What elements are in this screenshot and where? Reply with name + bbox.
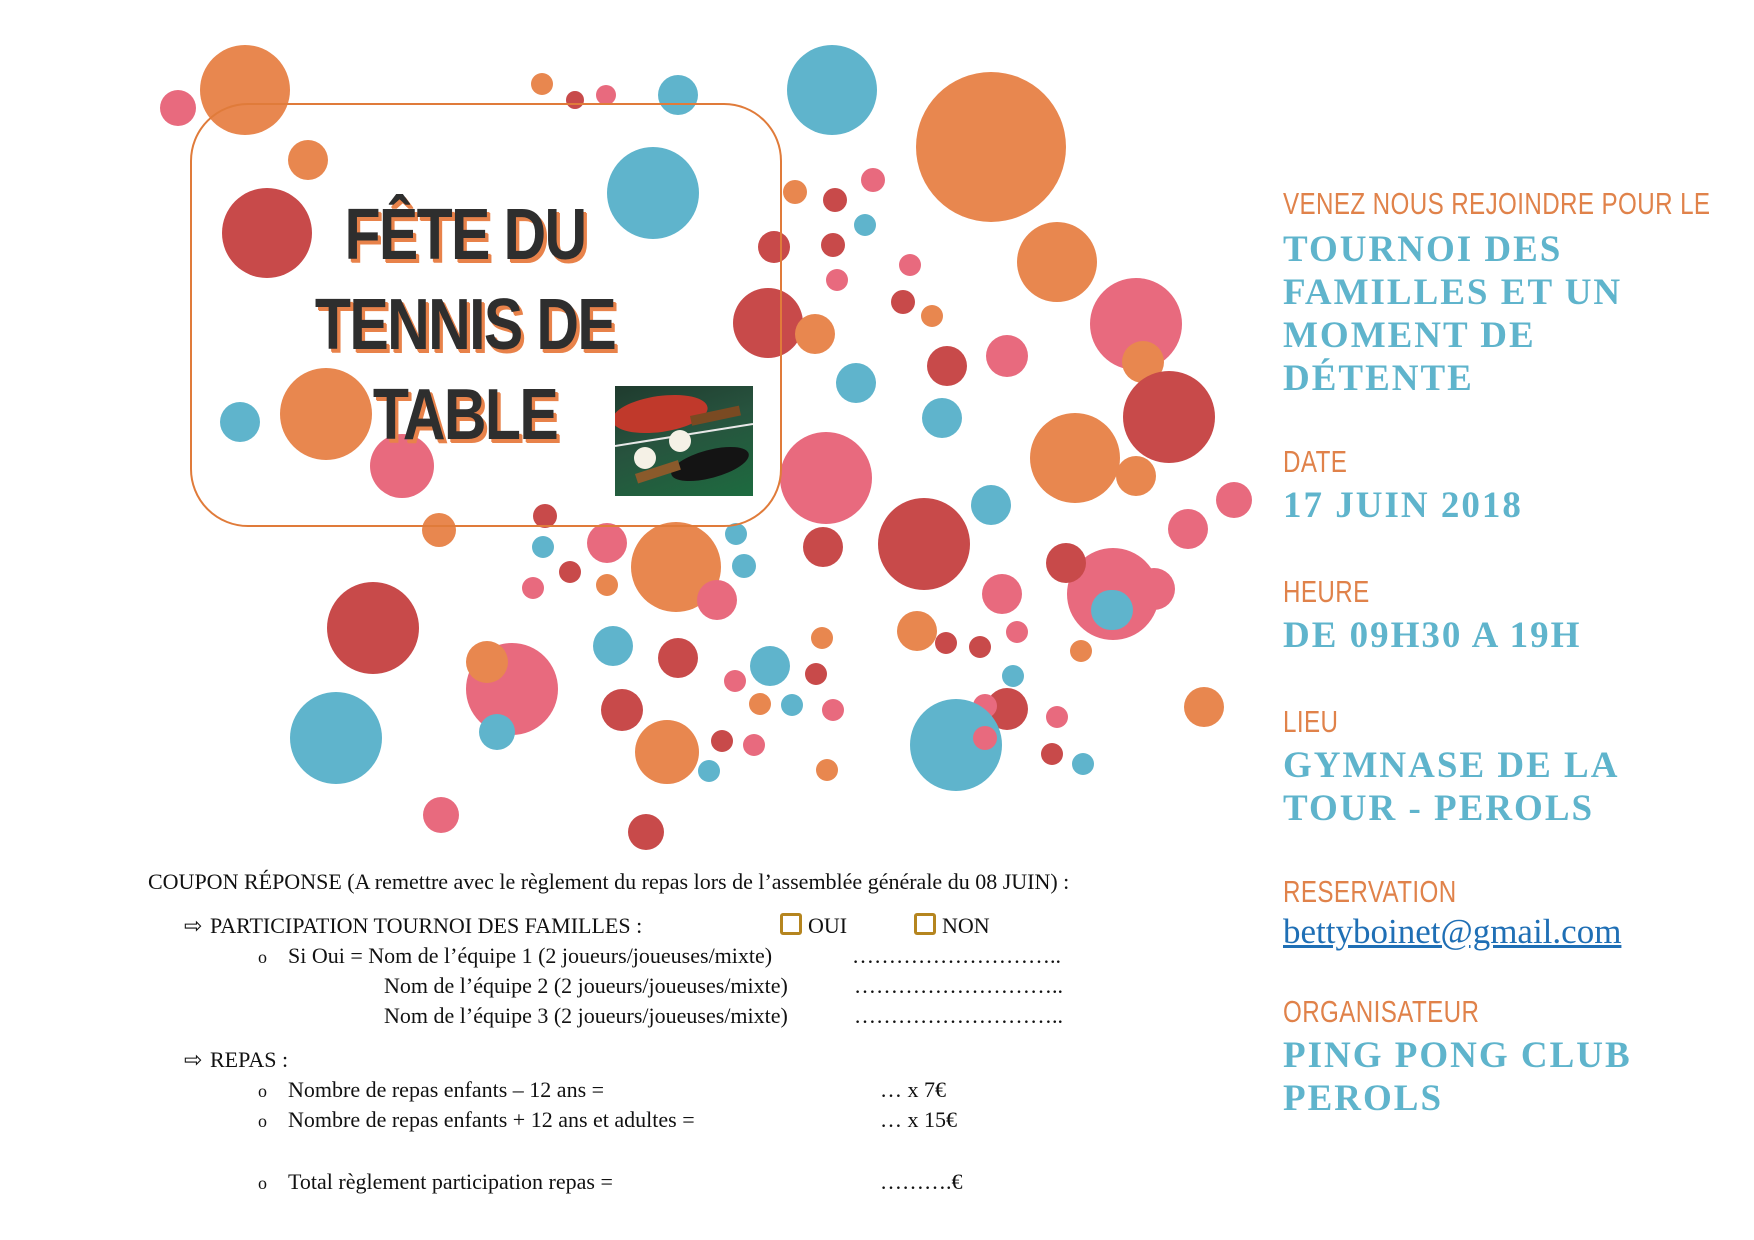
decorative-dot [290, 692, 382, 784]
reservation-label: RESERVATION [1283, 874, 1457, 909]
decorative-dot [1002, 665, 1024, 687]
decorative-dot [822, 699, 844, 721]
coupon-heading: COUPON RÉPONSE (A remettre avec le règlement du repas lors de l’assemblée générale du 08 JUIN) : [148, 869, 1070, 894]
decorative-dot [780, 432, 872, 524]
decorative-dot [1133, 568, 1175, 610]
decorative-dot [821, 233, 845, 257]
decorative-dot [1168, 509, 1208, 549]
team-2-blank[interactable]: ……………………….. [854, 973, 1063, 998]
decorative-dot [916, 72, 1066, 222]
team-2-label: Nom de l’équipe 2 (2 joueurs/joueuses/mixte) [384, 973, 788, 998]
decorative-dot [479, 714, 515, 750]
event-info [1283, 186, 1723, 1120]
decorative-dot [982, 574, 1022, 614]
team-1-label: Si Oui = Nom de l’équipe 1 (2 joueurs/joueuses/mixte) [288, 943, 773, 968]
decorative-dot [836, 363, 876, 403]
meal-adult-row [258, 1104, 695, 1137]
decorative-dot [816, 759, 838, 781]
place-line: GYMNASE DE LA [1283, 745, 1620, 786]
decorative-dot [593, 626, 633, 666]
decorative-dot [921, 305, 943, 327]
decorative-dot [969, 636, 991, 658]
decorative-dot [596, 574, 618, 596]
decorative-dot [596, 85, 616, 105]
organizer-line: PING PONG CLUB [1283, 1035, 1632, 1076]
decorative-dot [927, 346, 967, 386]
decorative-dot [1184, 687, 1224, 727]
total-label: Total règlement participation repas = [288, 1169, 613, 1194]
title-line-1: FÊTE DU [344, 195, 586, 275]
participation-label: PARTICIPATION TOURNOI DES FAMILLES : [210, 913, 643, 938]
table-tennis-photo-icon [615, 386, 753, 496]
date-label: DATE [1283, 444, 1348, 479]
meal-child-label: Nombre de repas enfants – 12 ans = [288, 1077, 605, 1102]
bullet-icon: o [258, 947, 267, 967]
time-value: DE 09H30 A 19H [1283, 615, 1582, 656]
reservation-email-link[interactable]: bettyboinet@gmail.com [1283, 912, 1622, 951]
meals-row [184, 1044, 288, 1076]
decorative-dot [327, 582, 419, 674]
checkbox-no[interactable] [914, 913, 936, 935]
decorative-dot [1072, 753, 1094, 775]
decorative-dot [1123, 371, 1215, 463]
decorative-dot [697, 580, 737, 620]
team-1-blank[interactable]: ……………………….. [852, 943, 1061, 968]
arrow-right-icon: ⇨ [184, 1047, 203, 1072]
decorative-dot [1046, 543, 1086, 583]
title-line-2: TENNIS DE TABLE [314, 285, 616, 455]
decorative-dot [522, 577, 544, 599]
bullet-icon: o [258, 1173, 267, 1193]
bullet-icon: o [258, 1081, 267, 1101]
team-1-row [258, 940, 772, 973]
option-no[interactable] [914, 910, 990, 942]
event-line: TOURNOI DES [1283, 229, 1563, 270]
decorative-dot [531, 73, 553, 95]
decorative-dot [1046, 706, 1068, 728]
meals-label: REPAS : [210, 1047, 289, 1072]
decorative-dot [899, 254, 921, 276]
decorative-dot [897, 611, 937, 651]
decorative-dot [781, 694, 803, 716]
decorative-dot [783, 180, 807, 204]
decorative-dot [787, 45, 877, 135]
decorative-dot [823, 188, 847, 212]
decorative-dot [805, 663, 827, 685]
meal-child-row [258, 1074, 604, 1107]
decorative-dot [559, 561, 581, 583]
place-value [1283, 744, 1723, 830]
organizer-label: ORGANISATEUR [1283, 994, 1480, 1029]
decorative-dot [826, 269, 848, 291]
option-yes[interactable] [780, 910, 847, 942]
date-value: 17 JUIN 2018 [1283, 485, 1523, 526]
checkbox-yes[interactable] [780, 913, 802, 935]
decorative-dot [1116, 456, 1156, 496]
decorative-dot [1093, 590, 1133, 630]
decorative-dot [724, 670, 746, 692]
event-name [1283, 228, 1723, 400]
decorative-dot [732, 554, 756, 578]
event-line: FAMILLES ET UN [1283, 272, 1623, 313]
total-value[interactable]: ……….€ [880, 1169, 963, 1194]
decorative-dot [698, 760, 720, 782]
decorative-dot [750, 646, 790, 686]
decorative-dot [423, 797, 459, 833]
decorative-dot [935, 632, 957, 654]
meal-adult-value[interactable]: … x 15€ [880, 1107, 957, 1132]
meal-child-value[interactable]: … x 7€ [880, 1077, 946, 1102]
decorative-dot [1030, 413, 1120, 503]
option-no-label: NON [942, 913, 990, 938]
decorative-dot [1006, 621, 1028, 643]
decorative-dot [532, 536, 554, 558]
decorative-dot [803, 527, 843, 567]
team-3-label: Nom de l’équipe 3 (2 joueurs/joueuses/mixte) [384, 1003, 788, 1028]
place-line: TOUR - PEROLS [1283, 788, 1595, 829]
decorative-dot [1070, 640, 1092, 662]
organizer-line: PEROLS [1283, 1078, 1444, 1119]
decorative-dot [743, 734, 765, 756]
intro-label: VENEZ NOUS REJOINDRE POUR LE [1283, 186, 1711, 221]
time-label: HEURE [1283, 574, 1370, 609]
decorative-dot [711, 730, 733, 752]
decorative-dot [658, 638, 698, 678]
organizer-value [1283, 1034, 1723, 1120]
meal-adult-label: Nombre de repas enfants + 12 ans et adultes = [288, 1107, 695, 1132]
decorative-dot [601, 689, 643, 731]
option-yes-label: OUI [808, 913, 848, 938]
decorative-dot [466, 641, 508, 683]
decorative-dot [795, 314, 835, 354]
decorative-dot [1041, 743, 1063, 765]
total-row [258, 1166, 613, 1199]
decorative-dot [749, 693, 771, 715]
decorative-dot [628, 814, 664, 850]
bullet-icon: o [258, 1111, 267, 1131]
decorative-dot [811, 627, 833, 649]
decorative-dot [1017, 222, 1097, 302]
place-label: LIEU [1283, 704, 1339, 739]
table-tennis-photo [615, 386, 753, 496]
decorative-dot [973, 726, 997, 750]
decorative-dot [878, 498, 970, 590]
team-3-blank[interactable]: ……………………….. [854, 1003, 1063, 1028]
decorative-dot [1216, 482, 1252, 518]
decorative-dot [587, 523, 627, 563]
decorative-dot [986, 335, 1028, 377]
decorative-dot [922, 398, 962, 438]
decorative-dot [854, 214, 876, 236]
participation-row [184, 910, 642, 942]
decorative-dot [891, 290, 915, 314]
event-line: DÉTENTE [1283, 358, 1474, 399]
decorative-dot [160, 90, 196, 126]
event-line: MOMENT DE [1283, 315, 1536, 356]
arrow-right-icon: ⇨ [184, 913, 203, 938]
decorative-dot [971, 485, 1011, 525]
decorative-dot [861, 168, 885, 192]
decorative-dot [635, 720, 699, 784]
poster-title [272, 190, 657, 460]
